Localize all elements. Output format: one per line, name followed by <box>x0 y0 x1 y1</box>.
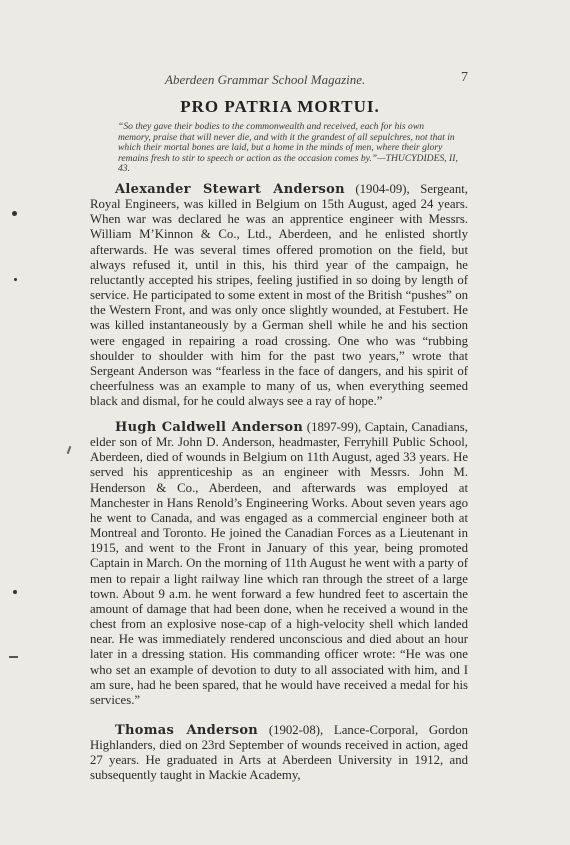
obituary-name: Hugh Caldwell Anderson <box>115 420 304 435</box>
margin-mark <box>9 656 18 658</box>
running-header <box>120 72 480 90</box>
obituary-name: Thomas Anderson <box>115 723 259 738</box>
journal-title: Aberdeen Grammar School Magazine. <box>165 72 366 87</box>
page-title: PRO PATRIA MORTUI. <box>180 97 380 116</box>
obituary-body: (1897-99), Captain, Canadians, elder son of Mr. John D. Anderson, headmaster, Ferryhill Public School, Aberdeen, died of wounds in Belgium on 11th August, aged 33 years. He served his apprenticeship as an engineer with Messrs. John M. Henderson & Co., Aberdeen, and afterwards was employed at Manchester in Hans Renold’s Engineering Works. About seven years ago he went to Canada, and was engaged as a commercial engineer both at Montreal and Toronto. He joined the Canadian Forces as a Lieutenant in 1915, and went to the Front in January of this year, being promoted Captain in March. On the morning of 11th August he went with a party of men to repair a light railway line which ran through the street of a large town. About 9 a.m. he went forward a few hundred feet to ascertain the amount of damage that had been done, when he received a wound in the chest from an explosive nose-cap of a high-velocity shell which landed near. He was immediately rendered unconscious and died about an hour later in a dressing station. His commanding officer wrote: “He was one who set an example of devotion to duty to all associated with him, and I am sure, had he been spared, that he would have received a medal for his services.” <box>90 420 468 707</box>
binding-hole-mark <box>13 590 17 594</box>
margin-mark <box>67 446 72 454</box>
obituary-entry <box>90 420 468 708</box>
obituary-body: (1902-08), Lance-Corporal, Gordon Highlanders, died on 23rd September of wounds received in action, aged 27 years. He graduated in Arts at Aberdeen University in 1912, and subsequently taught in Mackie Academy, <box>90 723 468 783</box>
page-number: 7 <box>461 70 468 85</box>
obituary-body: (1904-09), Sergeant, Royal Engineers, was killed in Belgium on 15th August, aged 24 years. When war was declared he was an apprentice engineer with Messrs. William M’Kinnon & Co., Ltd., Aberdeen, and he enlisted shortly afterwards. He was several times offered promotion on the field, but always refused it, until in this, his third year of the campaign, he reluctantly accepted his stripes, feeling justified in so doing by length of service. He participated to some extent in most of the British “pushes” on the Western Front, and was only once slightly wounded, at Festubert. He was killed instantaneously by a German shell while he and his section were engaged in repairing a road crossing. One who was “rubbing shoulder to shoulder with him for the past two years,” wrote that Sergeant Anderson was “fearless in the face of dangers, and his spirit of cheerfulness was an example to many of us, when everything seemed black and dismal, for he could always see a ray of hope.” <box>90 182 468 409</box>
binding-hole-mark <box>14 278 17 281</box>
obituary-entry <box>90 182 468 409</box>
epigraph-quote: “So they gave their bodies to the commonwealth and received, each for his own memory, praise that will never die, and with it the grandest of all sepulchres, not that in which their mortal bones are laid, but a home in the minds of men, where their glory remains fresh to stir to speech or action as the occasion comes by.”—THUCYDIDES, II, 43. <box>118 121 458 175</box>
obituary-name: Alexander Stewart Anderson <box>115 182 345 197</box>
obituary-entry <box>90 723 468 784</box>
binding-hole-mark <box>12 211 17 216</box>
